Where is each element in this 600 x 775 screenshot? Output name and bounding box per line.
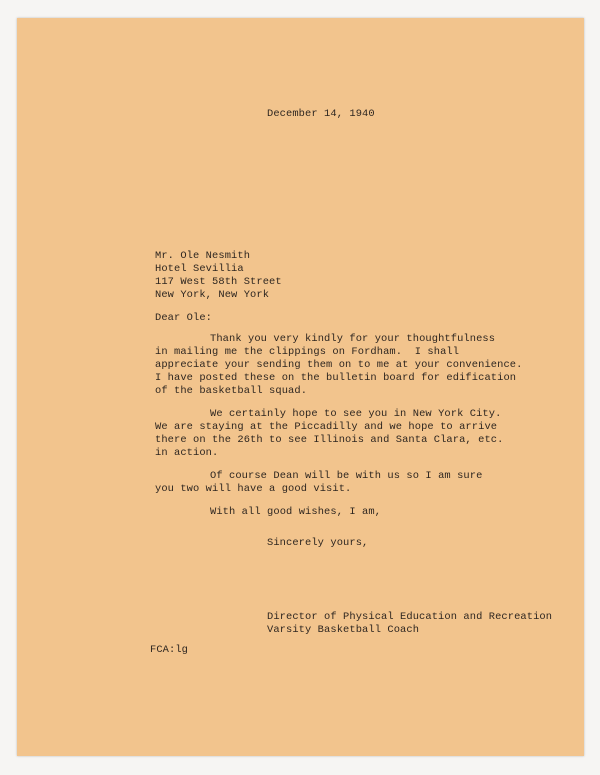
- paragraph-line: you two will have a good visit.: [155, 483, 352, 495]
- salutation: Dear Ole:: [155, 312, 213, 324]
- recipient-hotel: Hotel Sevillia: [155, 263, 244, 275]
- recipient-city: New York, New York: [155, 289, 270, 301]
- paragraph-line: We are staying at the Piccadilly and we hope to arrive: [155, 421, 498, 433]
- paragraph-line: With all good wishes, I am,: [210, 506, 382, 518]
- reference-initials: FCA:lg: [150, 644, 189, 656]
- paragraph-line: I have posted these on the bulletin board for edification: [155, 372, 517, 384]
- recipient-name: Mr. Ole Nesmith: [155, 250, 251, 262]
- paragraph-line: Thank you very kindly for your thoughtfulness: [210, 333, 496, 345]
- letter-date: December 14, 1940: [267, 108, 375, 120]
- recipient-street: 117 West 58th Street: [155, 276, 282, 288]
- paragraph-line: Of course Dean will be with us so I am sure: [210, 470, 483, 482]
- paragraph-line: We certainly hope to see you in New York City.: [210, 408, 502, 420]
- paragraph-line: in mailing me the clippings on Fordham. I shall: [155, 346, 460, 358]
- paragraph-line: of the basketball squad.: [155, 385, 308, 397]
- paragraph-line: in action.: [155, 447, 219, 459]
- signature-subtitle: Varsity Basketball Coach: [267, 624, 420, 636]
- paragraph-line: there on the 26th to see Illinois and Santa Clara, etc.: [155, 434, 504, 446]
- paragraph-line: appreciate your sending them on to me at your convenience.: [155, 359, 523, 371]
- signature-title: Director of Physical Education and Recreation: [267, 611, 553, 623]
- closing: Sincerely yours,: [267, 537, 369, 549]
- letter-page: [17, 18, 584, 756]
